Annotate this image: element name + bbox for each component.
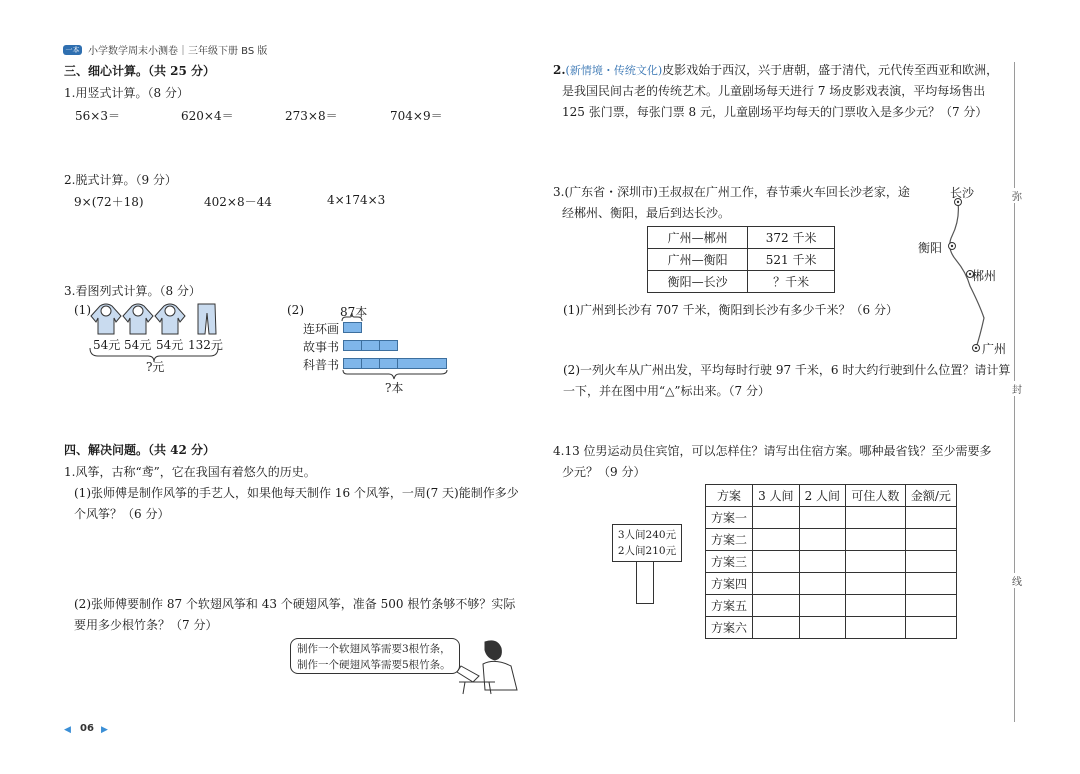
- q2-item: 4×174×3: [327, 193, 386, 207]
- q2-item: 402×8－44: [204, 195, 272, 209]
- q2-item: 9×(72＋18): [74, 195, 144, 209]
- answer-cell[interactable]: [846, 573, 906, 595]
- prev-page-icon[interactable]: ◀: [64, 725, 71, 735]
- table-row: 方案二: [706, 529, 957, 551]
- q1-item: 620×4＝: [181, 109, 234, 123]
- map-label-guangzhou: 广州: [982, 342, 1007, 356]
- trousers-icon: [198, 304, 216, 334]
- answer-cell[interactable]: [846, 595, 906, 617]
- answer-cell[interactable]: [753, 595, 799, 617]
- section4-title: 四、解决问题。（共 42 分）: [64, 443, 216, 457]
- bar-row-label: 连环画: [303, 322, 340, 336]
- bar-row-label: 科普书: [303, 358, 340, 372]
- answer-cell[interactable]: [905, 551, 956, 573]
- bar-top-label: 87本: [340, 305, 368, 319]
- answer-cell[interactable]: [799, 551, 845, 573]
- p4-text: 4.13 位男运动员住宾馆，可以怎样住？请写出住宿方案。哪种最省钱？至少需要多 少元？（9 分）: [553, 444, 992, 479]
- p3-sub2: (2)一列火车从广州出发，平均每时行驶 97 千米，6 时大约行驶到什么位置？请计算 一下，并在图中用“△”标出来。（7 分）: [563, 363, 1011, 398]
- answer-cell[interactable]: [846, 617, 906, 639]
- q1-item: 273×8＝: [285, 109, 338, 123]
- header-title: 小学数学周末小测卷｜三年级下册 BS 版: [88, 46, 268, 57]
- q3-right-num: (2): [287, 303, 304, 317]
- q1-item: 56×3＝: [75, 109, 120, 123]
- p3-sub1: (1)广州到长沙有 707 千米，衡阳到长沙有多少千米？（6 分）: [563, 303, 898, 317]
- answer-cell[interactable]: [846, 551, 906, 573]
- next-page-icon[interactable]: ▶: [101, 725, 108, 735]
- answer-cell[interactable]: [905, 617, 956, 639]
- p1-sub1: (1)张师傅是制作风筝的手艺人，如果他每天制作 16 个风筝，一周(7 天)能制作多少 个风筝？（6 分）: [74, 486, 519, 521]
- q1-item: 704×9＝: [390, 109, 443, 123]
- answer-cell[interactable]: [799, 595, 845, 617]
- seal-char: 封: [1010, 381, 1024, 396]
- answer-cell[interactable]: [753, 617, 799, 639]
- answer-cell[interactable]: [799, 573, 845, 595]
- map-label-changsha: 长沙: [950, 186, 975, 200]
- answer-cell[interactable]: [753, 507, 799, 529]
- table-row: 广州—衡阳 521 千米: [648, 249, 835, 271]
- table-row: 方案四: [706, 573, 957, 595]
- answer-cell[interactable]: [753, 551, 799, 573]
- bar-kepushu: [343, 358, 447, 369]
- q3-left-num: (1): [74, 303, 91, 317]
- price-label: 54元: [156, 338, 184, 352]
- bar-lianhuanhua: [343, 322, 362, 333]
- sign-post: [636, 561, 654, 604]
- answer-cell[interactable]: [799, 507, 845, 529]
- q1-title: 1.用竖式计算。（8 分）: [64, 86, 189, 100]
- answer-cell[interactable]: [905, 595, 956, 617]
- table-row: 衡阳—长沙 ？千米: [648, 271, 835, 293]
- hoodie-icon: [155, 304, 185, 334]
- bar-total-label: ?本: [385, 381, 404, 395]
- p1-title: 1.风筝，古称“鸢”，它在我国有着悠久的历史。: [64, 465, 316, 479]
- answer-cell[interactable]: [905, 507, 956, 529]
- answer-cell[interactable]: [799, 529, 845, 551]
- answer-cell[interactable]: [846, 529, 906, 551]
- map-label-chenzhou: 郴州: [972, 269, 997, 283]
- seal-char: 线: [1010, 573, 1024, 588]
- p2-text: 2.(新情境・传统文化)皮影戏始于西汉，兴于唐朝，盛于清代，元代传至西亚和欧洲， 是我国民间古老的传统艺术。儿童剧场每天进行 7 场皮影戏表演，平均每场售出 125 张门票，每张门票 8 元，儿童剧场平均每天的门票收入是多少元？（7 分）: [553, 63, 999, 119]
- table-row: 方案一: [706, 507, 957, 529]
- hoodie-icon: [123, 304, 153, 334]
- plan-table: [705, 484, 957, 639]
- kite-hint-bubble: 制作一个软翅风筝需要3根竹条， 制作一个硬翅风筝需要5根竹条。: [290, 638, 460, 674]
- distance-table: [647, 226, 835, 293]
- map-label-hengyang: 衡阳: [918, 241, 943, 255]
- logo: 一本: [63, 45, 82, 55]
- hoodie-icon: [91, 304, 121, 334]
- table-row: 广州—郴州 372 千米: [648, 227, 835, 249]
- table-row: 方案五: [706, 595, 957, 617]
- price-label: 54元: [93, 338, 121, 352]
- answer-cell[interactable]: [846, 507, 906, 529]
- bar-gushishu: [343, 340, 398, 351]
- table-row: 方案六: [706, 617, 957, 639]
- answer-cell[interactable]: [753, 529, 799, 551]
- answer-cell[interactable]: [905, 529, 956, 551]
- q2-title: 2.脱式计算。（9 分）: [64, 173, 177, 187]
- seal-char: 弥: [1010, 188, 1024, 203]
- table-row: 方案三: [706, 551, 957, 573]
- section3-title: 三、细心计算。（共 25 分）: [64, 64, 216, 78]
- answer-cell[interactable]: [799, 617, 845, 639]
- q3-title: 3.看图列式计算。（8 分）: [64, 284, 201, 298]
- price-label: 132元: [188, 338, 223, 352]
- p3-text: 3.(广东省・深圳市)王叔叔在广州工作，春节乘火车回长沙老家，途 经郴州、衡阳，最后到达长沙。: [553, 185, 910, 220]
- price-label: 54元: [124, 338, 152, 352]
- answer-cell[interactable]: [753, 573, 799, 595]
- page-number: 06: [80, 723, 94, 734]
- craftsman-illustration: [455, 636, 525, 696]
- total-label: ?元: [146, 360, 165, 374]
- table-header-row: 方案 3 人间 2 人间 可住人数 金额/元: [706, 485, 957, 507]
- answer-cell[interactable]: [905, 573, 956, 595]
- p1-sub2: (2)张师傅要制作 87 个软翅风筝和 43 个硬翅风筝，准备 500 根竹条够不够？实际 要用多少根竹条？（7 分）: [74, 597, 516, 632]
- price-sign: 3人间240元 2人间210元: [612, 524, 682, 562]
- bar-row-label: 故事书: [303, 340, 340, 354]
